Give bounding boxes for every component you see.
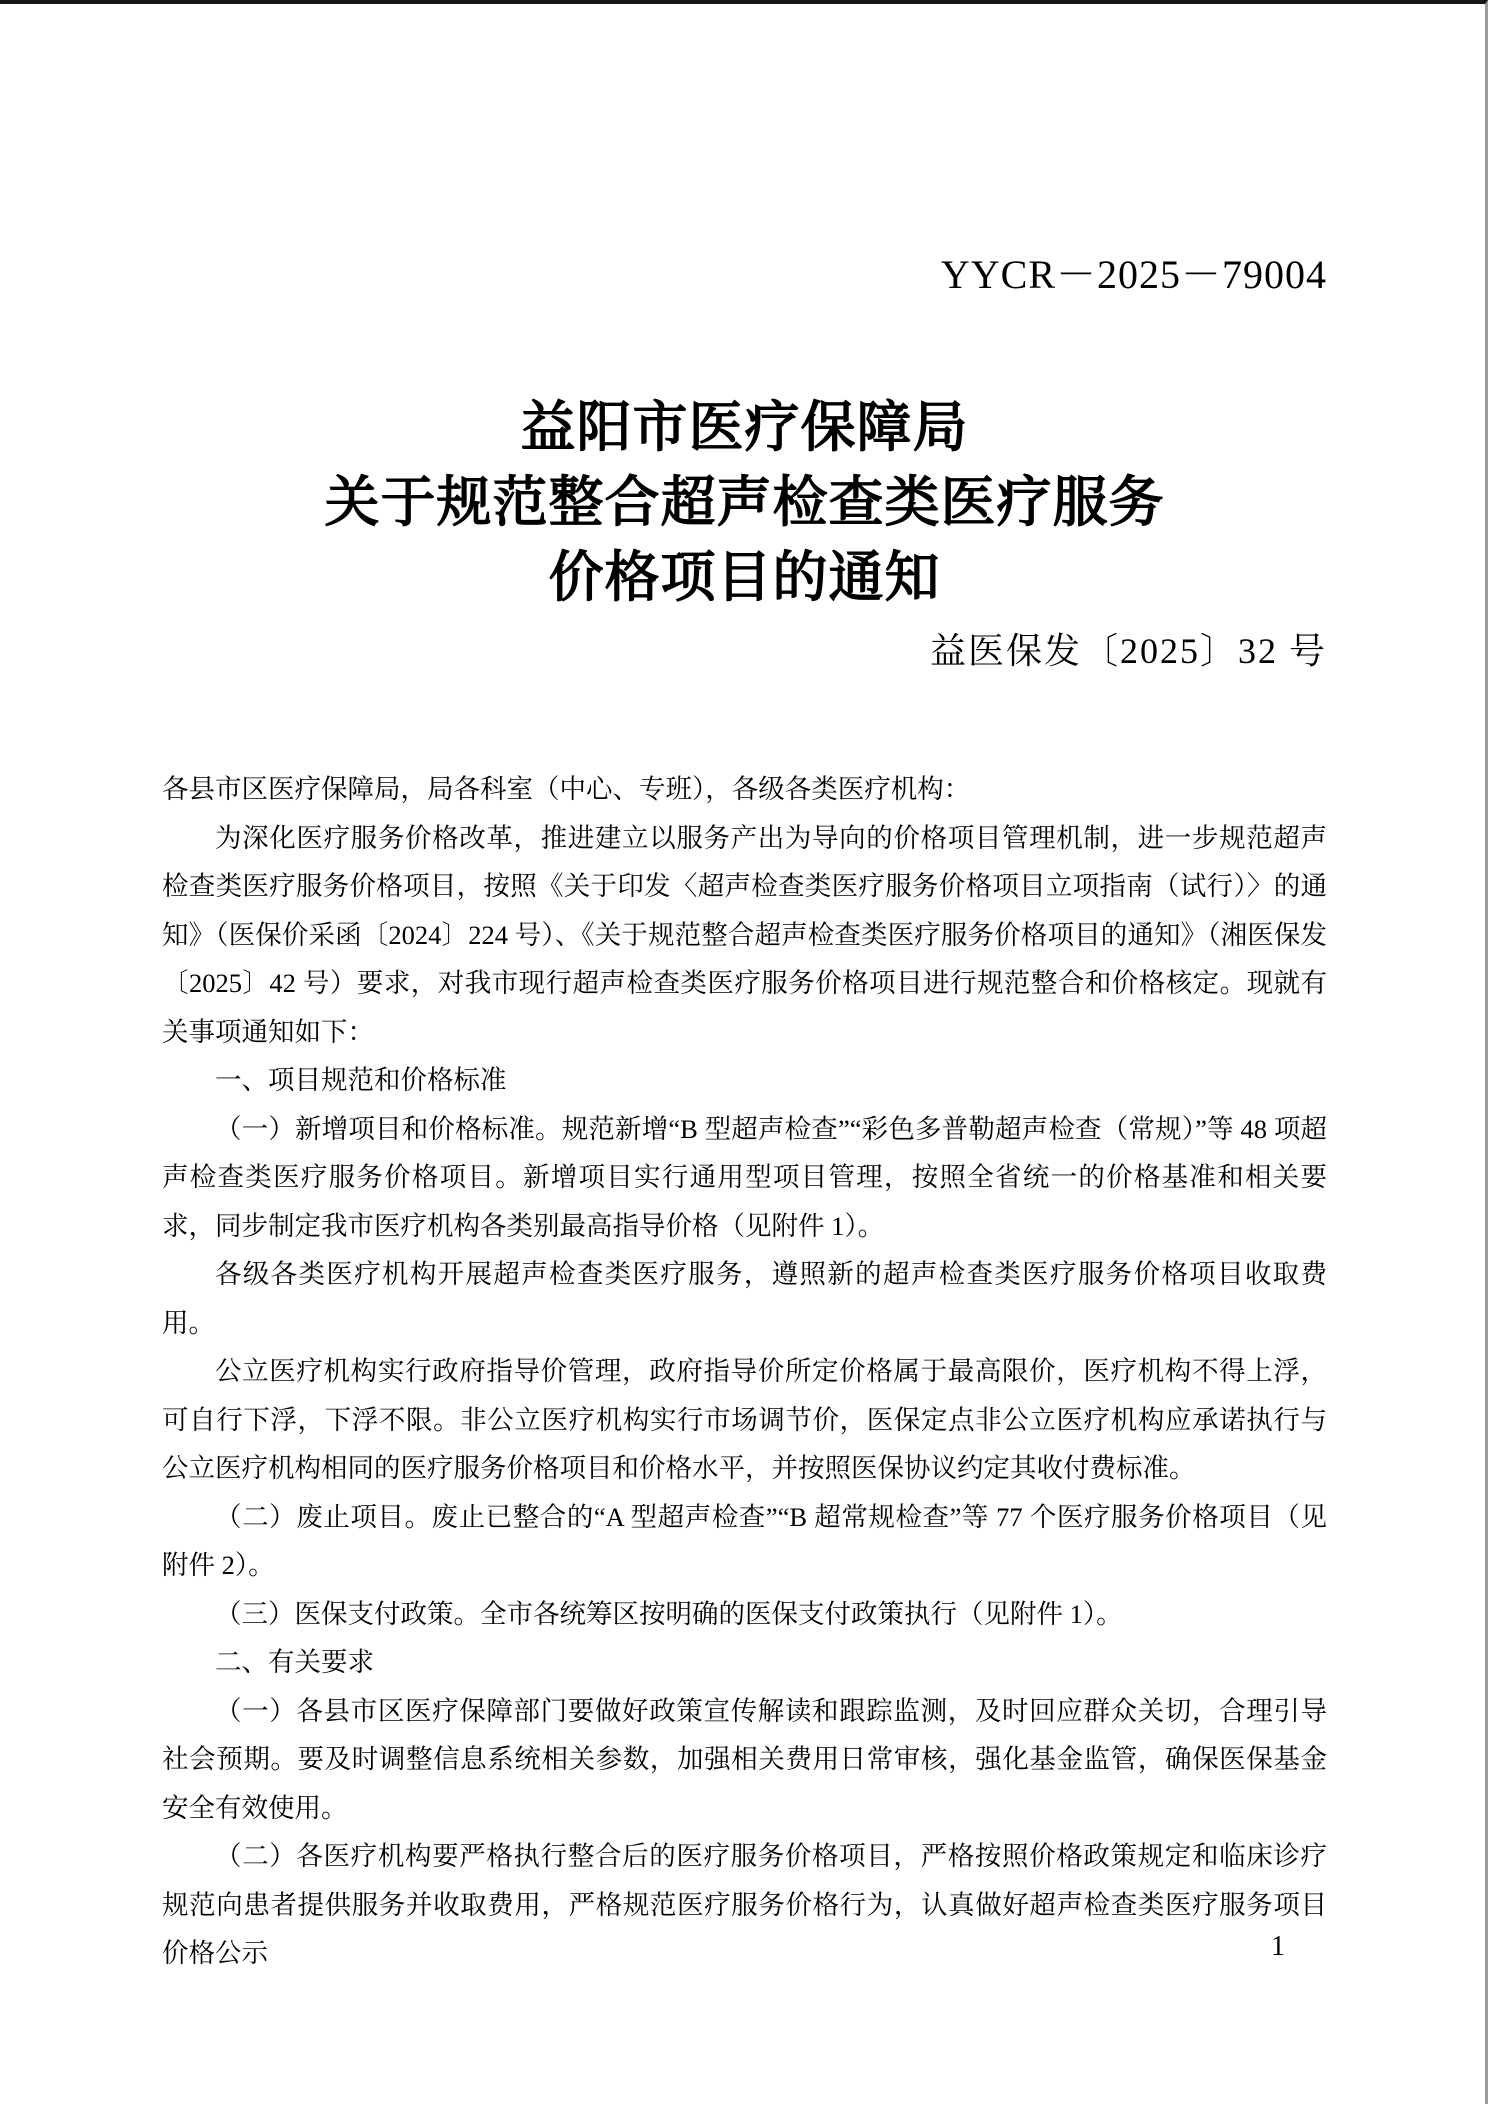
heading-section-2: 二、有关要求 xyxy=(215,1647,374,1677)
paragraph-insurance-payment: （三）医保支付政策。全市各统筹区按明确的医保支付政策执行（见附件 1）。 xyxy=(215,1598,1123,1629)
title-line-1: 益阳市医疗保障局 xyxy=(520,395,969,459)
document-number: 益医保发〔2025〕32 号 xyxy=(929,631,1327,671)
paragraph-abolished-items: （二）废止项目。废止已整合的“A 型超声检查”“B 超常规检查”等 77 个医疗服务价格项目（见附件 2）。 xyxy=(162,1501,1327,1580)
paragraph-intro: 为深化医疗服务价格改革，推进建立以服务产出为导向的价格项目管理机制，进一步规范超声检查类医疗服务价格项目，按照《关于印发〈超声检查类医疗服务价格项目立项指南（试行）〉的通知》（医保价采函〔2024〕224 号）、《关于规范整合超声检查类医疗服务价格项目的通知》（湘医保发〔2025〕42 号）要求，对我市现行超声检查类医疗服务价格项目进行规范整合和价格核定。现就有关事项通知如下： xyxy=(162,822,1327,1047)
document-title xyxy=(162,390,1327,615)
heading-section-1: 一、项目规范和价格标准 xyxy=(215,1065,507,1095)
page-number: 1 xyxy=(1271,1931,1285,1962)
paragraph-new-items: （一）新增项目和价格标准。规范新增“B 型超声检查”“彩色多普勒超声检查（常规）”等 48 项超声检查类医疗服务价格项目。新增项目实行通用型项目管理，按照全省统一的价格基准和相关要求，同步制定我市医疗机构各类别最高指导价格（见附件 1）。 xyxy=(162,1113,1327,1241)
document-body xyxy=(162,765,1327,1978)
reference-number: YYCR－2025－79004 xyxy=(940,252,1327,297)
paragraph-requirement-2: （二）各医疗机构要严格执行整合后的医疗服务价格项目，严格按照价格政策规定和临床诊疗规范向患者提供服务并收取费用，严格规范医疗服务价格行为，认真做好超声检查类医疗服务项目价格公示 xyxy=(162,1841,1327,1968)
title-line-2: 关于规范整合超声检查类医疗服务 xyxy=(324,470,1165,534)
paragraph-fee-collection: 各级各类医疗机构开展超声检查类医疗服务，遵照新的超声检查类医疗服务价格项目收取费用。 xyxy=(162,1259,1327,1338)
paragraph-requirement-1: （一）各县市区医疗保障部门要做好政策宣传解读和跟踪监测，及时回应群众关切，合理引导社会预期。要及时调整信息系统相关参数，加强相关费用日常审核，强化基金监管，确保医保基金安全有效使用。 xyxy=(162,1695,1327,1823)
paragraph-pricing-policy: 公立医疗机构实行政府指导价管理，政府指导价所定价格属于最高限价，医疗机构不得上浮，可自行下浮，下浮不限。非公立医疗机构实行市场调节价，医保定点非公立医疗机构应承诺执行与公立医疗机构相同的医疗服务价格项目和价格水平，并按照医保协议约定其收付费标准。 xyxy=(162,1356,1327,1483)
title-line-3: 价格项目的通知 xyxy=(548,545,941,609)
salutation-line: 各县市区医疗保障局，局各科室（中心、专班），各级各类医疗机构： xyxy=(162,774,971,804)
